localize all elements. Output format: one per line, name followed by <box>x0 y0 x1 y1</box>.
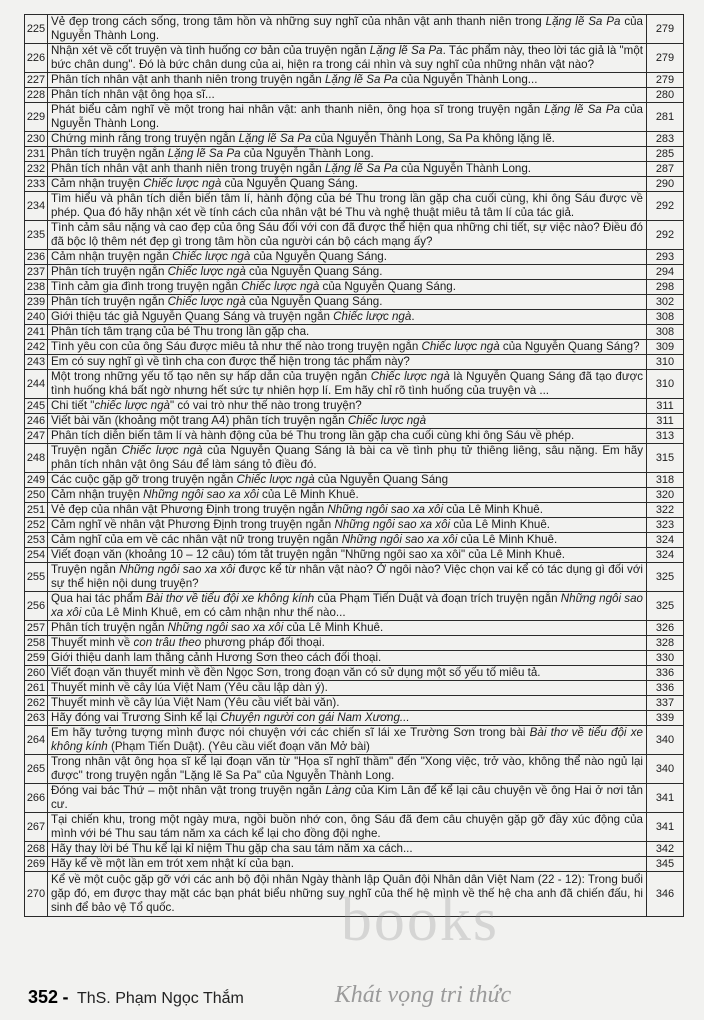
item-number: 241 <box>25 325 48 340</box>
title-text: Viết đoạn văn (khoảng 10 – 12 câu) tóm tắt truyện ngắn "Những ngôi sao xa xôi" của Lê Minh Khuê. <box>51 548 565 561</box>
work-title: Chiếc lược ngà <box>167 265 246 278</box>
table-row <box>25 666 684 681</box>
item-title <box>48 44 647 73</box>
table-row <box>25 473 684 488</box>
page-ref: 302 <box>647 295 684 310</box>
title-text: Hãy đóng vai Trương Sinh kể lại <box>51 711 221 724</box>
work-title: Chiếc lược ngà <box>172 250 251 263</box>
item-title <box>48 73 647 88</box>
work-title: Làng <box>325 784 352 797</box>
title-text: của Nguyễn Thành Long. <box>51 103 644 130</box>
item-number: 250 <box>25 488 48 503</box>
item-number: 234 <box>25 192 48 221</box>
title-text: Em có suy nghĩ gì về tình cha con được thể hiện trong tác phẩm này? <box>51 355 410 368</box>
title-text: Nhận xét về cốt truyện và tình huống cơ bản của truyện ngắn <box>51 44 370 57</box>
item-number: 269 <box>25 857 48 872</box>
table-row <box>25 711 684 726</box>
title-text: Tình cảm gia đình trong truyện ngắn <box>51 280 242 293</box>
item-number: 260 <box>25 666 48 681</box>
table-row <box>25 295 684 310</box>
title-text: của Nguyễn Thành Long, Sa Pa không lặng lẽ. <box>311 132 555 145</box>
title-text: Qua hai tác phẩm <box>51 592 146 605</box>
table-row <box>25 265 684 280</box>
work-title: Chiếc lược ngà <box>167 295 246 308</box>
page-ref: 311 <box>647 399 684 414</box>
item-number: 265 <box>25 755 48 784</box>
item-title <box>48 784 647 813</box>
table-row <box>25 280 684 295</box>
item-number: 239 <box>25 295 48 310</box>
item-title <box>48 755 647 784</box>
item-title <box>48 310 647 325</box>
item-title <box>48 813 647 842</box>
title-text: Đóng vai bác Thứ – một nhân vật trong truyện ngắn <box>51 784 326 797</box>
title-text: của Lê Minh Khuê. <box>258 488 359 501</box>
table-row <box>25 488 684 503</box>
title-text: Cảm nhận truyện <box>51 488 144 501</box>
title-text: của Nguyễn Quang Sáng <box>314 473 449 486</box>
page-number: 352 <box>28 987 59 1007</box>
title-text: của Lê Minh Khuê. <box>443 503 543 516</box>
page-ref: 290 <box>647 177 684 192</box>
item-number: 228 <box>25 88 48 103</box>
item-number: 249 <box>25 473 48 488</box>
item-title <box>48 651 647 666</box>
watermark: books <box>340 886 500 954</box>
page-ref: 285 <box>647 147 684 162</box>
item-number: 231 <box>25 147 48 162</box>
item-number: 226 <box>25 44 48 73</box>
item-title <box>48 414 647 429</box>
page-ref: 279 <box>647 73 684 88</box>
page-ref: 280 <box>647 88 684 103</box>
title-text: Trong nhân vật ông họa sĩ kể lại đoạn văn từ "Họa sĩ nghĩ thầm" đến "Xong việc, trở vào, không thể nào ngủ lại được" trong truyện ngắn "Lặng lẽ Sa Pa" của Nguyễn Thành Long. <box>51 755 643 782</box>
work-title: Lặng lẽ Sa Pa <box>324 73 398 86</box>
title-text: của Nguyễn Thành Long. <box>397 162 532 175</box>
work-title: Những ngôi sao xa xôi <box>51 592 643 619</box>
item-title <box>48 488 647 503</box>
page-ref: 345 <box>647 857 684 872</box>
item-title <box>48 666 647 681</box>
title-text: Chứng minh rằng trong truyện ngắn <box>51 132 239 145</box>
contents-table <box>24 14 684 917</box>
item-number: 236 <box>25 250 48 265</box>
title-text: của Lê Minh Khuê. <box>283 621 384 634</box>
item-title <box>48 473 647 488</box>
title-text: Tình yêu con của ông Sáu được miêu tả như thế nào trong truyện ngắn <box>51 340 422 353</box>
title-text: Thuyết minh về cây lúa Việt Nam (Yêu cầu lập dàn ý). <box>51 681 328 694</box>
item-title <box>48 548 647 563</box>
work-title: Những ngôi sao xa xôi <box>327 503 444 516</box>
item-title <box>48 147 647 162</box>
table-row <box>25 533 684 548</box>
item-title <box>48 503 647 518</box>
table-row <box>25 842 684 857</box>
title-text: Vẻ đẹp trong cách sống, trong tâm hồn và những suy nghĩ của nhân vật anh thanh niên trong <box>51 15 546 28</box>
title-text: của Lê Minh Khuê, em có cảm nhận như thế nào... <box>81 606 346 619</box>
title-text: Phát biểu cảm nghĩ về một trong hai nhân vật: anh thanh niên, ông họa sĩ trong truyện ngắn <box>51 103 545 116</box>
page-ref: 325 <box>647 563 684 592</box>
table-row <box>25 177 684 192</box>
table-row <box>25 651 684 666</box>
page-ref: 342 <box>647 842 684 857</box>
page-ref: 328 <box>647 636 684 651</box>
table-row <box>25 726 684 755</box>
page-ref: 336 <box>647 666 684 681</box>
item-title <box>48 444 647 473</box>
item-number: 247 <box>25 429 48 444</box>
title-text: Phân tích nhân vật ông họa sĩ... <box>51 88 215 101</box>
table-row <box>25 755 684 784</box>
item-title <box>48 132 647 147</box>
item-number: 256 <box>25 592 48 621</box>
item-title <box>48 518 647 533</box>
table-row <box>25 444 684 473</box>
page-ref: 339 <box>647 711 684 726</box>
table-row <box>25 414 684 429</box>
item-number: 253 <box>25 533 48 548</box>
item-number: 268 <box>25 842 48 857</box>
page-ref: 308 <box>647 310 684 325</box>
table-row <box>25 548 684 563</box>
table-row <box>25 636 684 651</box>
table-row <box>25 73 684 88</box>
title-text: của Lê Minh Khuê. <box>457 533 558 546</box>
title-text: Các cuộc gặp gỡ trong truyện ngắn <box>51 473 237 486</box>
work-title: Chiếc lược ngà <box>370 370 450 383</box>
item-title <box>48 563 647 592</box>
item-title <box>48 711 647 726</box>
title-text: Phân tích nhân vật anh thanh niên trong truyện ngắn <box>51 73 325 86</box>
work-title: Chiếc lược ngà <box>347 414 427 427</box>
page-ref: 340 <box>647 726 684 755</box>
work-title: Lặng lẽ Sa Pa <box>167 147 241 160</box>
page-ref: 310 <box>647 370 684 399</box>
work-title: Chiếc lược ngà <box>333 310 412 323</box>
title-text: Hãy kể về một lần em trót xem nhật kí của bạn. <box>51 857 294 870</box>
title-text: của Nguyễn Thành Long. <box>51 15 644 42</box>
work-title: chiếc lược ngà <box>94 399 171 412</box>
page-ref: 336 <box>647 681 684 696</box>
work-title: Bài thơ về tiểu đội xe không kính <box>145 592 315 605</box>
item-number: 229 <box>25 103 48 132</box>
page-ref: 308 <box>647 325 684 340</box>
item-title <box>48 340 647 355</box>
item-number: 227 <box>25 73 48 88</box>
title-text: Truyện ngắn <box>51 563 120 576</box>
title-text: Phân tích tâm trạng của bé Thu trong lần gặp cha. <box>51 325 310 338</box>
title-text: Viết bài văn (khoảng một trang A4) phân tích truyện ngắn <box>51 414 348 427</box>
page-ref: 313 <box>647 429 684 444</box>
item-title <box>48 370 647 399</box>
item-title <box>48 265 647 280</box>
work-title: Lặng lẽ Sa Pa <box>238 132 312 145</box>
item-number: 251 <box>25 503 48 518</box>
page-ref: 337 <box>647 696 684 711</box>
work-title: Bài thơ về tiểu đội xe không kính <box>51 726 643 753</box>
page-ref: 323 <box>647 518 684 533</box>
table-row <box>25 132 684 147</box>
table-row <box>25 15 684 44</box>
table-row <box>25 518 684 533</box>
work-title: Lặng lẽ Sa Pa <box>545 15 621 28</box>
item-number: 242 <box>25 340 48 355</box>
work-title: Những ngôi sao xa xôi <box>119 563 236 576</box>
title-text: Một trong những yếu tố tạo nên sự hấp dẫn của truyện ngắn <box>51 370 371 383</box>
publisher-slogan: Khát vọng tri thức <box>334 982 512 1008</box>
item-title <box>48 355 647 370</box>
item-title <box>48 15 647 44</box>
item-title <box>48 726 647 755</box>
table-row <box>25 162 684 177</box>
title-text: của Nguyễn Quang Sáng là bài ca về tình phụ tử thiêng liêng, sâu nặng. Em hãy phân tích nhân vật ông Sáu để làm sáng tỏ điều đó. <box>51 444 644 471</box>
title-text: Vẻ đẹp của nhân vật Phương Định trong truyện ngắn <box>51 503 328 516</box>
item-number: 238 <box>25 280 48 295</box>
item-title <box>48 429 647 444</box>
table-row <box>25 192 684 221</box>
item-number: 243 <box>25 355 48 370</box>
page-ref: 293 <box>647 250 684 265</box>
title-text: Cảm nhận truyện ngắn <box>51 250 173 263</box>
table-row <box>25 399 684 414</box>
item-number: 263 <box>25 711 48 726</box>
work-title: con trâu theo <box>133 636 202 649</box>
item-number: 244 <box>25 370 48 399</box>
item-title <box>48 621 647 636</box>
item-title <box>48 592 647 621</box>
title-text: Phân tích truyện ngắn <box>51 295 168 308</box>
title-text: được kể từ nhân vật nào? Ở ngôi nào? Việc chọn vai kể có tác dụng gì đối với sự thể hiện nội dung truyện? <box>51 563 643 590</box>
work-title: Chiếc lược ngà <box>143 177 222 190</box>
title-text: " có vai trò như thế nào trong truyện? <box>170 399 362 412</box>
page-ref: 324 <box>647 548 684 563</box>
title-text: Chi tiết " <box>51 399 95 412</box>
work-title: Chiếc lược ngà <box>236 473 315 486</box>
page-ref: 341 <box>647 784 684 813</box>
work-title: Những ngôi sao xa xôi <box>167 621 284 634</box>
table-row <box>25 784 684 813</box>
item-number: 254 <box>25 548 48 563</box>
table-row <box>25 681 684 696</box>
work-title: Những ngôi sao xa xôi <box>334 518 451 531</box>
title-text: Phân tích truyện ngắn <box>51 621 168 634</box>
item-title <box>48 872 647 917</box>
page-ref: 283 <box>647 132 684 147</box>
title-text: Phân tích truyện ngắn <box>51 265 168 278</box>
page-ref: 292 <box>647 192 684 221</box>
title-text: phương pháp đối thoại. <box>201 636 325 649</box>
page-ref: 322 <box>647 503 684 518</box>
item-number: 266 <box>25 784 48 813</box>
item-title <box>48 177 647 192</box>
item-number: 225 <box>25 15 48 44</box>
item-title <box>48 250 647 265</box>
title-text: Phân tích truyện ngắn <box>51 147 168 160</box>
table-row <box>25 872 684 917</box>
table-row <box>25 592 684 621</box>
page-ref: 320 <box>647 488 684 503</box>
title-text: của Lê Minh Khuê. <box>450 518 551 531</box>
item-number: 248 <box>25 444 48 473</box>
table-row <box>25 429 684 444</box>
work-title: Chiếc lược ngà <box>121 444 203 457</box>
page-ref: 309 <box>647 340 684 355</box>
page-ref: 310 <box>647 355 684 370</box>
title-text: Phân tích nhân vật anh thanh niên trong truyện ngắn <box>51 162 325 175</box>
item-number: 255 <box>25 563 48 592</box>
title-text: Viết đoạn văn thuyết minh về đền Ngọc Sơn, trong đoạn văn có sử dụng một số yếu tố miêu tả. <box>51 666 541 679</box>
contents-rows <box>25 15 684 917</box>
page-ref: 281 <box>647 103 684 132</box>
title-text: Cảm nghĩ về nhân vật Phương Định trong truyện ngắn <box>51 518 335 531</box>
title-text: Tìm hiểu và phân tích diễn biến tâm lí, hành động của bé Thu trong lần gặp cha cuối cùng, khi ông Sáu được về phép. Qua đó hãy nhận xét về tính cách của nhân vật bé Thu và nghệ thuật miêu tả tâm lí của tác giả. <box>51 192 643 219</box>
item-title <box>48 103 647 132</box>
table-row <box>25 621 684 636</box>
table-row <box>25 370 684 399</box>
table-row <box>25 563 684 592</box>
page-footer <box>28 987 244 1011</box>
table-row <box>25 813 684 842</box>
item-title <box>48 533 647 548</box>
title-text: Thuyết minh về <box>51 636 134 649</box>
title-text: của Nguyễn Quang Sáng. <box>245 295 383 308</box>
title-text: . Tác phẩm này, theo lời tác giả là "một bức chân dung". Đó là bức chân dung của ai, hiện ra trong cái nhìn và suy nghĩ của những nhân vật nào? <box>51 44 643 71</box>
item-title <box>48 399 647 414</box>
item-number: 252 <box>25 518 48 533</box>
item-title <box>48 295 647 310</box>
item-number: 230 <box>25 132 48 147</box>
work-title: Lặng lẽ Sa Pa <box>544 103 621 116</box>
table-row <box>25 310 684 325</box>
page-ref: 346 <box>647 872 684 917</box>
title-text: của Nguyễn Thành Long. <box>240 147 374 160</box>
title-text: của Nguyễn Quang Sáng. <box>221 177 358 190</box>
item-number: 267 <box>25 813 48 842</box>
title-text: Tình cảm sâu nặng và cao đẹp của ông Sáu đối với con đã được thể hiện qua những chi tiết, sự việc nào? Điều đó đã bộc lộ thêm nét đẹp gì trong tâm hồn của người cán bộ cách mạng ấy? <box>51 221 643 248</box>
work-title: Những ngôi sao xa xôi <box>341 533 458 546</box>
work-title: Lặng lẽ Sa Pa <box>369 44 443 57</box>
page-ref: 287 <box>647 162 684 177</box>
item-number: 233 <box>25 177 48 192</box>
table-row <box>25 221 684 250</box>
title-text: là Nguyễn Quang Sáng đã tạo được tình huống khá bất ngờ nhưng hết sức tự nhiên hợp lí. Em hãy chỉ rõ tình huống của truyện và ... <box>51 370 643 397</box>
title-text: Cảm nhận truyện <box>51 177 144 190</box>
item-number: 246 <box>25 414 48 429</box>
page-ref: 324 <box>647 533 684 548</box>
title-text: Em hãy tưởng tượng mình được nói chuyện với các chiến sĩ lái xe Trường Sơn trong bài <box>51 726 530 739</box>
title-text: của Nguyễn Quang Sáng. <box>319 280 456 293</box>
table-row <box>25 88 684 103</box>
table-row <box>25 355 684 370</box>
item-number: 262 <box>25 696 48 711</box>
title-text: Tại chiến khu, trong một ngày mưa, ngồi buồn nhớ con, ông Sáu đã đem câu chuyện gặp gỡ đầy xúc động của mình với bé Thu sau tám năm xa cách kể lại cho đồng đội nghe. <box>51 813 643 840</box>
page-ref: 311 <box>647 414 684 429</box>
title-text: Cảm nghĩ của em về các nhân vật nữ trong truyện ngắn <box>51 533 342 546</box>
item-number: 261 <box>25 681 48 696</box>
table-row <box>25 250 684 265</box>
item-number: 245 <box>25 399 48 414</box>
title-text: Truyện ngắn <box>51 444 122 457</box>
title-text: Hãy thay lời bé Thu kể lại kỉ niệm Thu gặp cha sau tám năm xa cách... <box>51 842 413 855</box>
page-ref: 330 <box>647 651 684 666</box>
table-row <box>25 325 684 340</box>
item-title <box>48 696 647 711</box>
table-row <box>25 857 684 872</box>
page-ref: 294 <box>647 265 684 280</box>
item-title <box>48 280 647 295</box>
item-number: 235 <box>25 221 48 250</box>
page-ref: 315 <box>647 444 684 473</box>
title-text: Giới thiệu tác giả Nguyễn Quang Sáng và truyện ngắn <box>51 310 334 323</box>
item-number: 259 <box>25 651 48 666</box>
page-ref: 325 <box>647 592 684 621</box>
item-title <box>48 162 647 177</box>
title-text: của Nguyễn Quang Sáng. <box>245 265 383 278</box>
item-number: 270 <box>25 872 48 917</box>
author-name: ThS. Phạm Ngọc Thắm <box>76 990 244 1007</box>
table-row <box>25 147 684 162</box>
title-text: Kể về một cuộc gặp gỡ với các anh bộ đội nhân Ngày thành lập Quân đội Nhân dân Việt Nam (22 - 12): Trong buổi gặp đó, em được thay mặt các bạn phát biểu những suy nghĩ của thế hệ mình về thế hệ cha anh đã chiến đấu, hi sinh để bảo vệ Tổ quốc. <box>51 873 643 914</box>
table-row <box>25 696 684 711</box>
table-row <box>25 340 684 355</box>
item-title <box>48 681 647 696</box>
item-title <box>48 221 647 250</box>
item-title <box>48 88 647 103</box>
work-title: Chiếc lược ngà <box>241 280 320 293</box>
table-row <box>25 44 684 73</box>
title-text: Thuyết minh về cây lúa Việt Nam (Yêu cầu viết bài văn). <box>51 696 340 709</box>
work-title: Những ngôi sao xa xôi <box>143 488 259 501</box>
footer-separator: - <box>62 987 69 1007</box>
table-row <box>25 503 684 518</box>
item-number: 264 <box>25 726 48 755</box>
work-title: Chuyện người con gái Nam Xương... <box>220 711 410 724</box>
item-title <box>48 325 647 340</box>
title-text: của Kim Lân để kể lại câu chuyện về ông Hai ở nơi tản cư. <box>51 784 644 811</box>
item-title <box>48 857 647 872</box>
title-text: Giới thiệu danh lam thắng cảnh Hương Sơn theo cách đối thoại. <box>51 651 382 664</box>
item-number: 257 <box>25 621 48 636</box>
item-number: 237 <box>25 265 48 280</box>
title-text: của Phạm Tiến Duật và đoạn trích truyện ngắn <box>314 592 561 605</box>
page-ref: 298 <box>647 280 684 295</box>
title-text: Phân tích diễn biến tâm lí và hành động của bé Thu trong lần gặp cha cuối cùng khi ông Sáu về phép. <box>51 429 575 442</box>
item-number: 240 <box>25 310 48 325</box>
item-title <box>48 636 647 651</box>
page-ref: 341 <box>647 813 684 842</box>
item-number: 232 <box>25 162 48 177</box>
work-title: Lặng lẽ Sa Pa <box>324 162 398 175</box>
title-text: của Nguyễn Quang Sáng? <box>499 340 640 353</box>
page-ref: 292 <box>647 221 684 250</box>
work-title: Chiếc lược ngà <box>421 340 500 353</box>
title-text: của Nguyễn Quang Sáng. <box>250 250 387 263</box>
title-text: (Phạm Tiến Duật). (Yêu cầu viết đoạn văn Mở bài) <box>107 740 370 753</box>
item-title <box>48 842 647 857</box>
page-ref: 340 <box>647 755 684 784</box>
page-ref: 279 <box>647 15 684 44</box>
page-ref: 279 <box>647 44 684 73</box>
title-text: . <box>411 310 415 323</box>
item-title <box>48 192 647 221</box>
page-ref: 326 <box>647 621 684 636</box>
item-number: 258 <box>25 636 48 651</box>
page-ref: 318 <box>647 473 684 488</box>
table-row <box>25 103 684 132</box>
title-text: của Nguyễn Thành Long... <box>397 73 538 86</box>
